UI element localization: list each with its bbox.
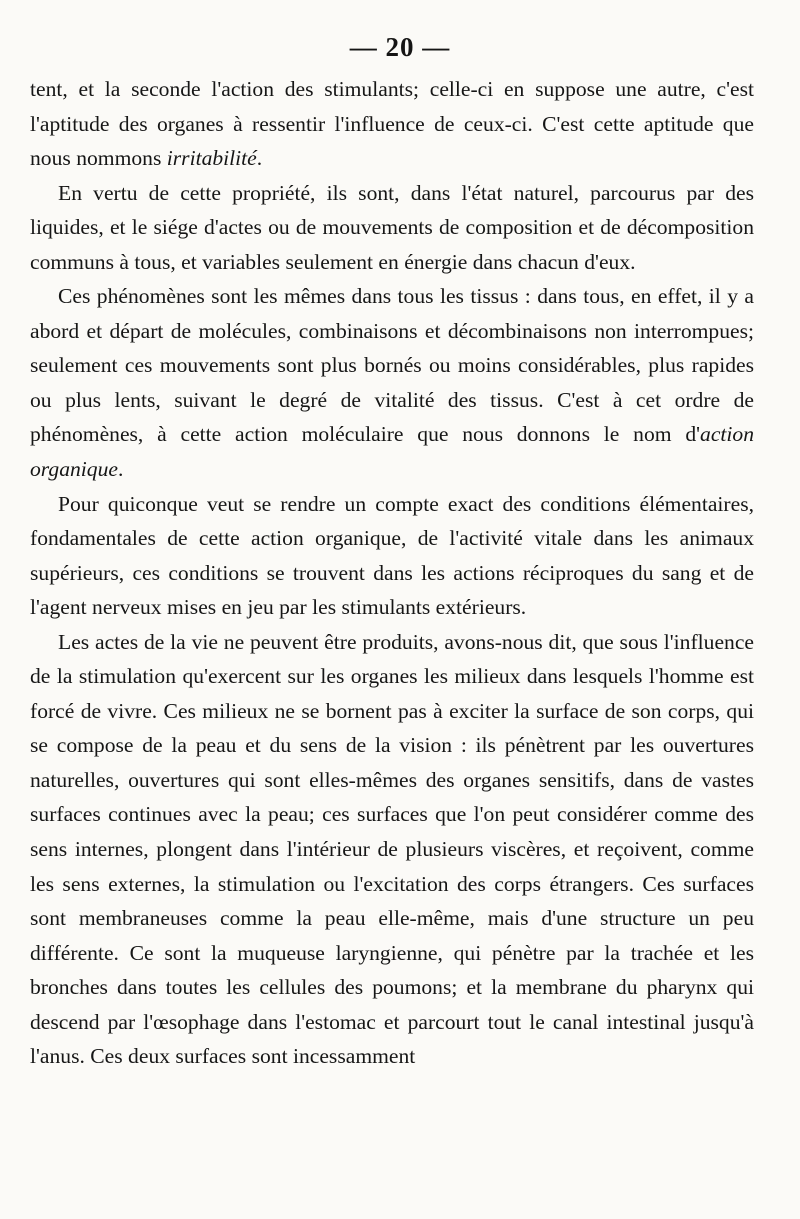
text-run: . [117, 457, 124, 482]
text-run: En vertu de cette propriété, ils sont, dans l'état naturel, parcourus par des liquides, et le siége d'actes ou de mouvements de composition et de décomposition communs à tous, et variables seulement en énergie dans chacun d'eux. [30, 180, 754, 274]
paragraph [30, 279, 754, 486]
paragraph [30, 625, 754, 1074]
text-run: Ces phénomènes sont les mêmes dans tous les tissus : dans tous, en effet, il y a abord et départ de molécules, combinaisons et décombinaisons non interrompues; seulement ces mouvements sont plus bornés ou moins considérables, plus rapides ou plus lents, suivant le degré de vitalité des tissus. C'est à cet ordre de phénomènes, à cette action moléculaire que nous donnons le nom d' [30, 284, 754, 447]
text-run: Les actes de la vie ne peuvent être produits, avons-nous dit, que sous l'influence de la stimulation qu'exercent sur les organes les milieux dans lesquels l'homme est forcé de vivre. Ces milieux ne se bornent pas à exciter la surface de son corps, qui se compose de la peau et du sens de la vision : ils pénètrent par les ouvertures naturelles, ouvertures qui sont elles-mêmes des organes sensitifs, dans de vastes surfaces continues avec la peau; ces surfaces que l'on peut considérer comme des sens internes, plongent dans l'intérieur de plusieurs viscères, et reçoivent, comme les sens externes, la stimulation ou l'excitation des corps étrangers. Ces surfaces sont membraneuses comme la peau elle-même, mais d'une structure un peu différente. Ce sont la muqueuse laryngienne, qui pénètre par la trachée et les bronches dans toutes les cellules des poumons; et la membrane du pharynx qui descend par l'œsophage dans l'estomac et parcourt tout le canal intestinal jusqu'à l'anus. Ces deux surfaces sont incessamment [30, 629, 754, 1069]
paragraph [30, 487, 754, 625]
text-run: . [256, 146, 263, 171]
paragraph [30, 72, 754, 176]
text-run: tent, et la seconde l'action des stimulants; celle-ci en suppose une autre, c'est l'aptitude des organes à ressentir l'influence de ceux-ci. C'est cette aptitude que nous nommons [30, 77, 754, 171]
text-run: Pour quiconque veut se rendre un compte exact des conditions élémentaires, fondamentales de cette action organique, de l'activité vitale dans les animaux supérieurs, ces conditions se trouvent dans les actions réciproques du sang et de l'agent nerveux mises en jeu par les stimulants extérieurs. [30, 491, 754, 620]
paragraph [30, 176, 754, 280]
italic-term: irritabilité [166, 146, 257, 171]
body-text [30, 72, 754, 1074]
page-number: — 20 — [349, 32, 451, 62]
italic-term: action organique [30, 422, 754, 482]
